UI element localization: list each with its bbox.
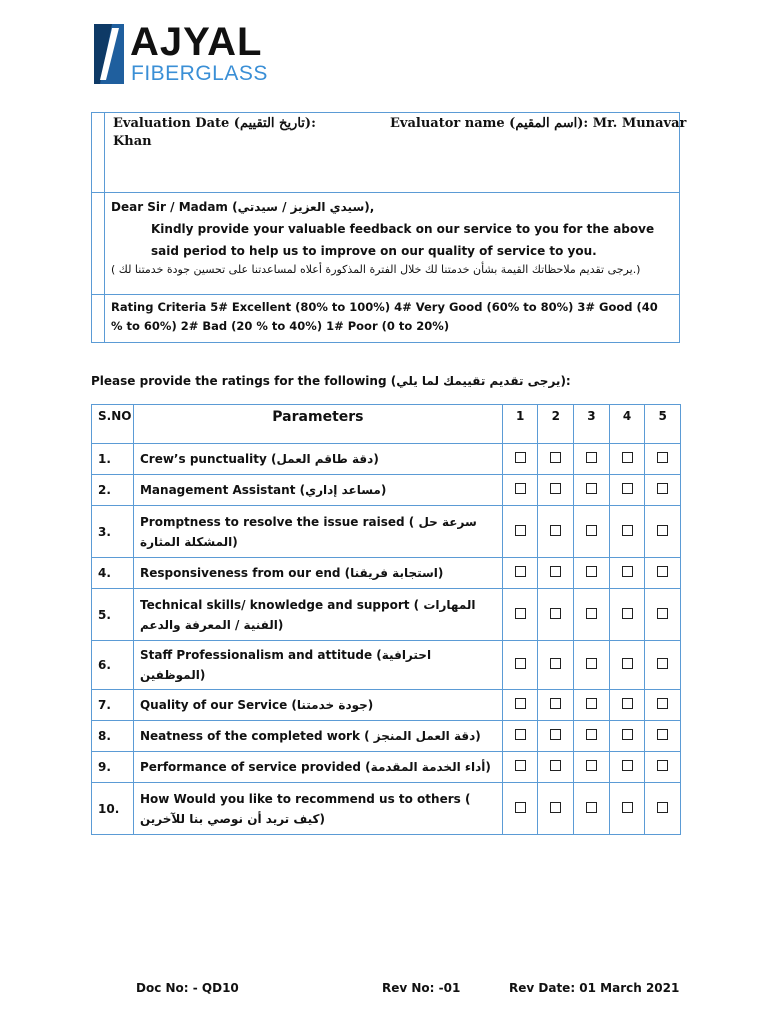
column-header-rating-1: 1 [502, 405, 538, 444]
rating-checkbox[interactable] [586, 658, 597, 669]
parameter-label: Promptness to resolve the issue raised ( سرعة حل المشكلة المثارة) [133, 506, 502, 558]
rating-criteria: Rating Criteria 5# Excellent (80% to 100%) 4# Very Good (60% to 80%) 3# Good (40 % to 60%) 2# Bad (20 % to 40%) 1# Poor (0 to 20%) [105, 295, 680, 343]
rating-checkbox[interactable] [515, 525, 526, 536]
row-number: 7. [92, 690, 134, 721]
rating-checkbox[interactable] [515, 608, 526, 619]
table-row [92, 690, 681, 721]
row-number: 9. [92, 752, 134, 783]
evaluation-date-label: Evaluation Date (تاريخ التقييم): [113, 116, 316, 131]
parameter-label: Neatness of the completed work ( دقة العمل المنجز) [133, 721, 502, 752]
table-row [92, 752, 681, 783]
table-row [92, 558, 681, 589]
table-row [92, 444, 681, 475]
parameter-label: Staff Professionalism and attitude (احترافية الموظفين) [133, 641, 502, 690]
parameter-label: How Would you like to recommend us to others ( كيف تريد أن نوصي بنا للآخرين) [133, 783, 502, 835]
ratings-table [91, 404, 681, 835]
rating-checkbox[interactable] [657, 802, 668, 813]
evaluator-name-label: Evaluator name (اسم المقيم): Mr. Munavar [390, 116, 687, 131]
evaluation-header-box [91, 112, 687, 343]
column-header-rating-2: 2 [538, 405, 574, 444]
rating-checkbox[interactable] [515, 658, 526, 669]
rating-checkbox[interactable] [586, 452, 597, 463]
parameter-label: Quality of our Service (جودة خدمتنا) [133, 690, 502, 721]
rating-checkbox[interactable] [550, 525, 561, 536]
rating-checkbox[interactable] [515, 452, 526, 463]
rating-checkbox[interactable] [622, 698, 633, 709]
parameter-label: Technical skills/ knowledge and support ( المهارات الفنية / المعرفة والدعم) [133, 589, 502, 641]
rating-checkbox[interactable] [515, 698, 526, 709]
logo-text-ajyal: AJYAL [130, 20, 263, 64]
rating-checkbox[interactable] [515, 760, 526, 771]
rating-checkbox[interactable] [550, 729, 561, 740]
column-header-rating-4: 4 [609, 405, 645, 444]
rating-checkbox[interactable] [550, 760, 561, 771]
rating-checkbox[interactable] [586, 566, 597, 577]
rating-checkbox[interactable] [622, 658, 633, 669]
rating-checkbox[interactable] [657, 566, 668, 577]
feedback-request: Kindly provide your valuable feedback on our service to you for the above said period to help us to improve on our quality of service to you. [151, 222, 655, 258]
rating-checkbox[interactable] [622, 760, 633, 771]
column-header-parameters: Parameters [133, 405, 502, 444]
row-number: 10. [92, 783, 134, 835]
revision-date: Rev Date: 01 March 2021 [509, 981, 680, 995]
row-number: 1. [92, 444, 134, 475]
rating-checkbox[interactable] [515, 729, 526, 740]
rating-checkbox[interactable] [550, 608, 561, 619]
parameter-label: Management Assistant (مساعد إداري) [133, 475, 502, 506]
rating-checkbox[interactable] [657, 525, 668, 536]
rating-checkbox[interactable] [515, 483, 526, 494]
rating-checkbox[interactable] [657, 698, 668, 709]
table-row [92, 506, 681, 558]
rating-checkbox[interactable] [657, 483, 668, 494]
rating-checkbox[interactable] [586, 760, 597, 771]
row-number: 6. [92, 641, 134, 690]
parameter-label: Responsiveness from our end (استجابة فريقنا) [133, 558, 502, 589]
feedback-request-arabic: ( يرجى تقديم ملاحظاتك القيمة بشأن خدمتنا لك خلال الفترة المذكورة أعلاه لمساعدتنا على تحسين جودة خدمتنا لك.) [111, 263, 641, 276]
table-row [92, 721, 681, 752]
rating-checkbox[interactable] [586, 525, 597, 536]
table-row [92, 641, 681, 690]
rating-checkbox[interactable] [622, 452, 633, 463]
rating-checkbox[interactable] [586, 608, 597, 619]
table-row [92, 783, 681, 835]
row-number: 4. [92, 558, 134, 589]
doc-number: Doc No: - QD10 [136, 981, 239, 995]
rating-checkbox[interactable] [622, 802, 633, 813]
rating-checkbox[interactable] [550, 658, 561, 669]
rating-checkbox[interactable] [586, 729, 597, 740]
rating-checkbox[interactable] [550, 452, 561, 463]
row-number: 5. [92, 589, 134, 641]
rating-checkbox[interactable] [550, 566, 561, 577]
table-row [92, 475, 681, 506]
column-header-rating-3: 3 [574, 405, 610, 444]
rating-checkbox[interactable] [657, 452, 668, 463]
evaluator-name-continued: Khan [113, 134, 152, 149]
revision-number: Rev No: -01 [382, 981, 461, 995]
rating-checkbox[interactable] [515, 566, 526, 577]
rating-checkbox[interactable] [657, 760, 668, 771]
column-header-rating-5: 5 [645, 405, 681, 444]
rating-checkbox[interactable] [550, 698, 561, 709]
row-number: 3. [92, 506, 134, 558]
logo-mark-icon [92, 22, 126, 86]
ratings-instruction: Please provide the ratings for the following (يرجى تقديم تقييمك لما يلي): [91, 374, 571, 388]
table-row [92, 589, 681, 641]
rating-checkbox[interactable] [657, 729, 668, 740]
rating-checkbox[interactable] [586, 698, 597, 709]
rating-checkbox[interactable] [622, 729, 633, 740]
company-logo [92, 20, 268, 88]
parameter-label: Performance of service provided (أداء الخدمة المقدمة) [133, 752, 502, 783]
logo-text-fiberglass: FIBERGLASS [131, 62, 268, 85]
row-number: 8. [92, 721, 134, 752]
greeting: Dear Sir / Madam (سيدي العزيز / سيدتي), [111, 200, 375, 214]
rating-checkbox[interactable] [586, 483, 597, 494]
rating-checkbox[interactable] [622, 525, 633, 536]
rating-checkbox[interactable] [622, 566, 633, 577]
rating-checkbox[interactable] [657, 658, 668, 669]
rating-checkbox[interactable] [622, 608, 633, 619]
rating-checkbox[interactable] [657, 608, 668, 619]
rating-checkbox[interactable] [622, 483, 633, 494]
rating-checkbox[interactable] [586, 802, 597, 813]
parameter-label: Crew’s punctuality (دقة طاقم العمل) [133, 444, 502, 475]
rating-checkbox[interactable] [550, 802, 561, 813]
row-number: 2. [92, 475, 134, 506]
rating-checkbox[interactable] [515, 802, 526, 813]
column-header-sno: S.NO [92, 405, 134, 444]
rating-checkbox[interactable] [550, 483, 561, 494]
